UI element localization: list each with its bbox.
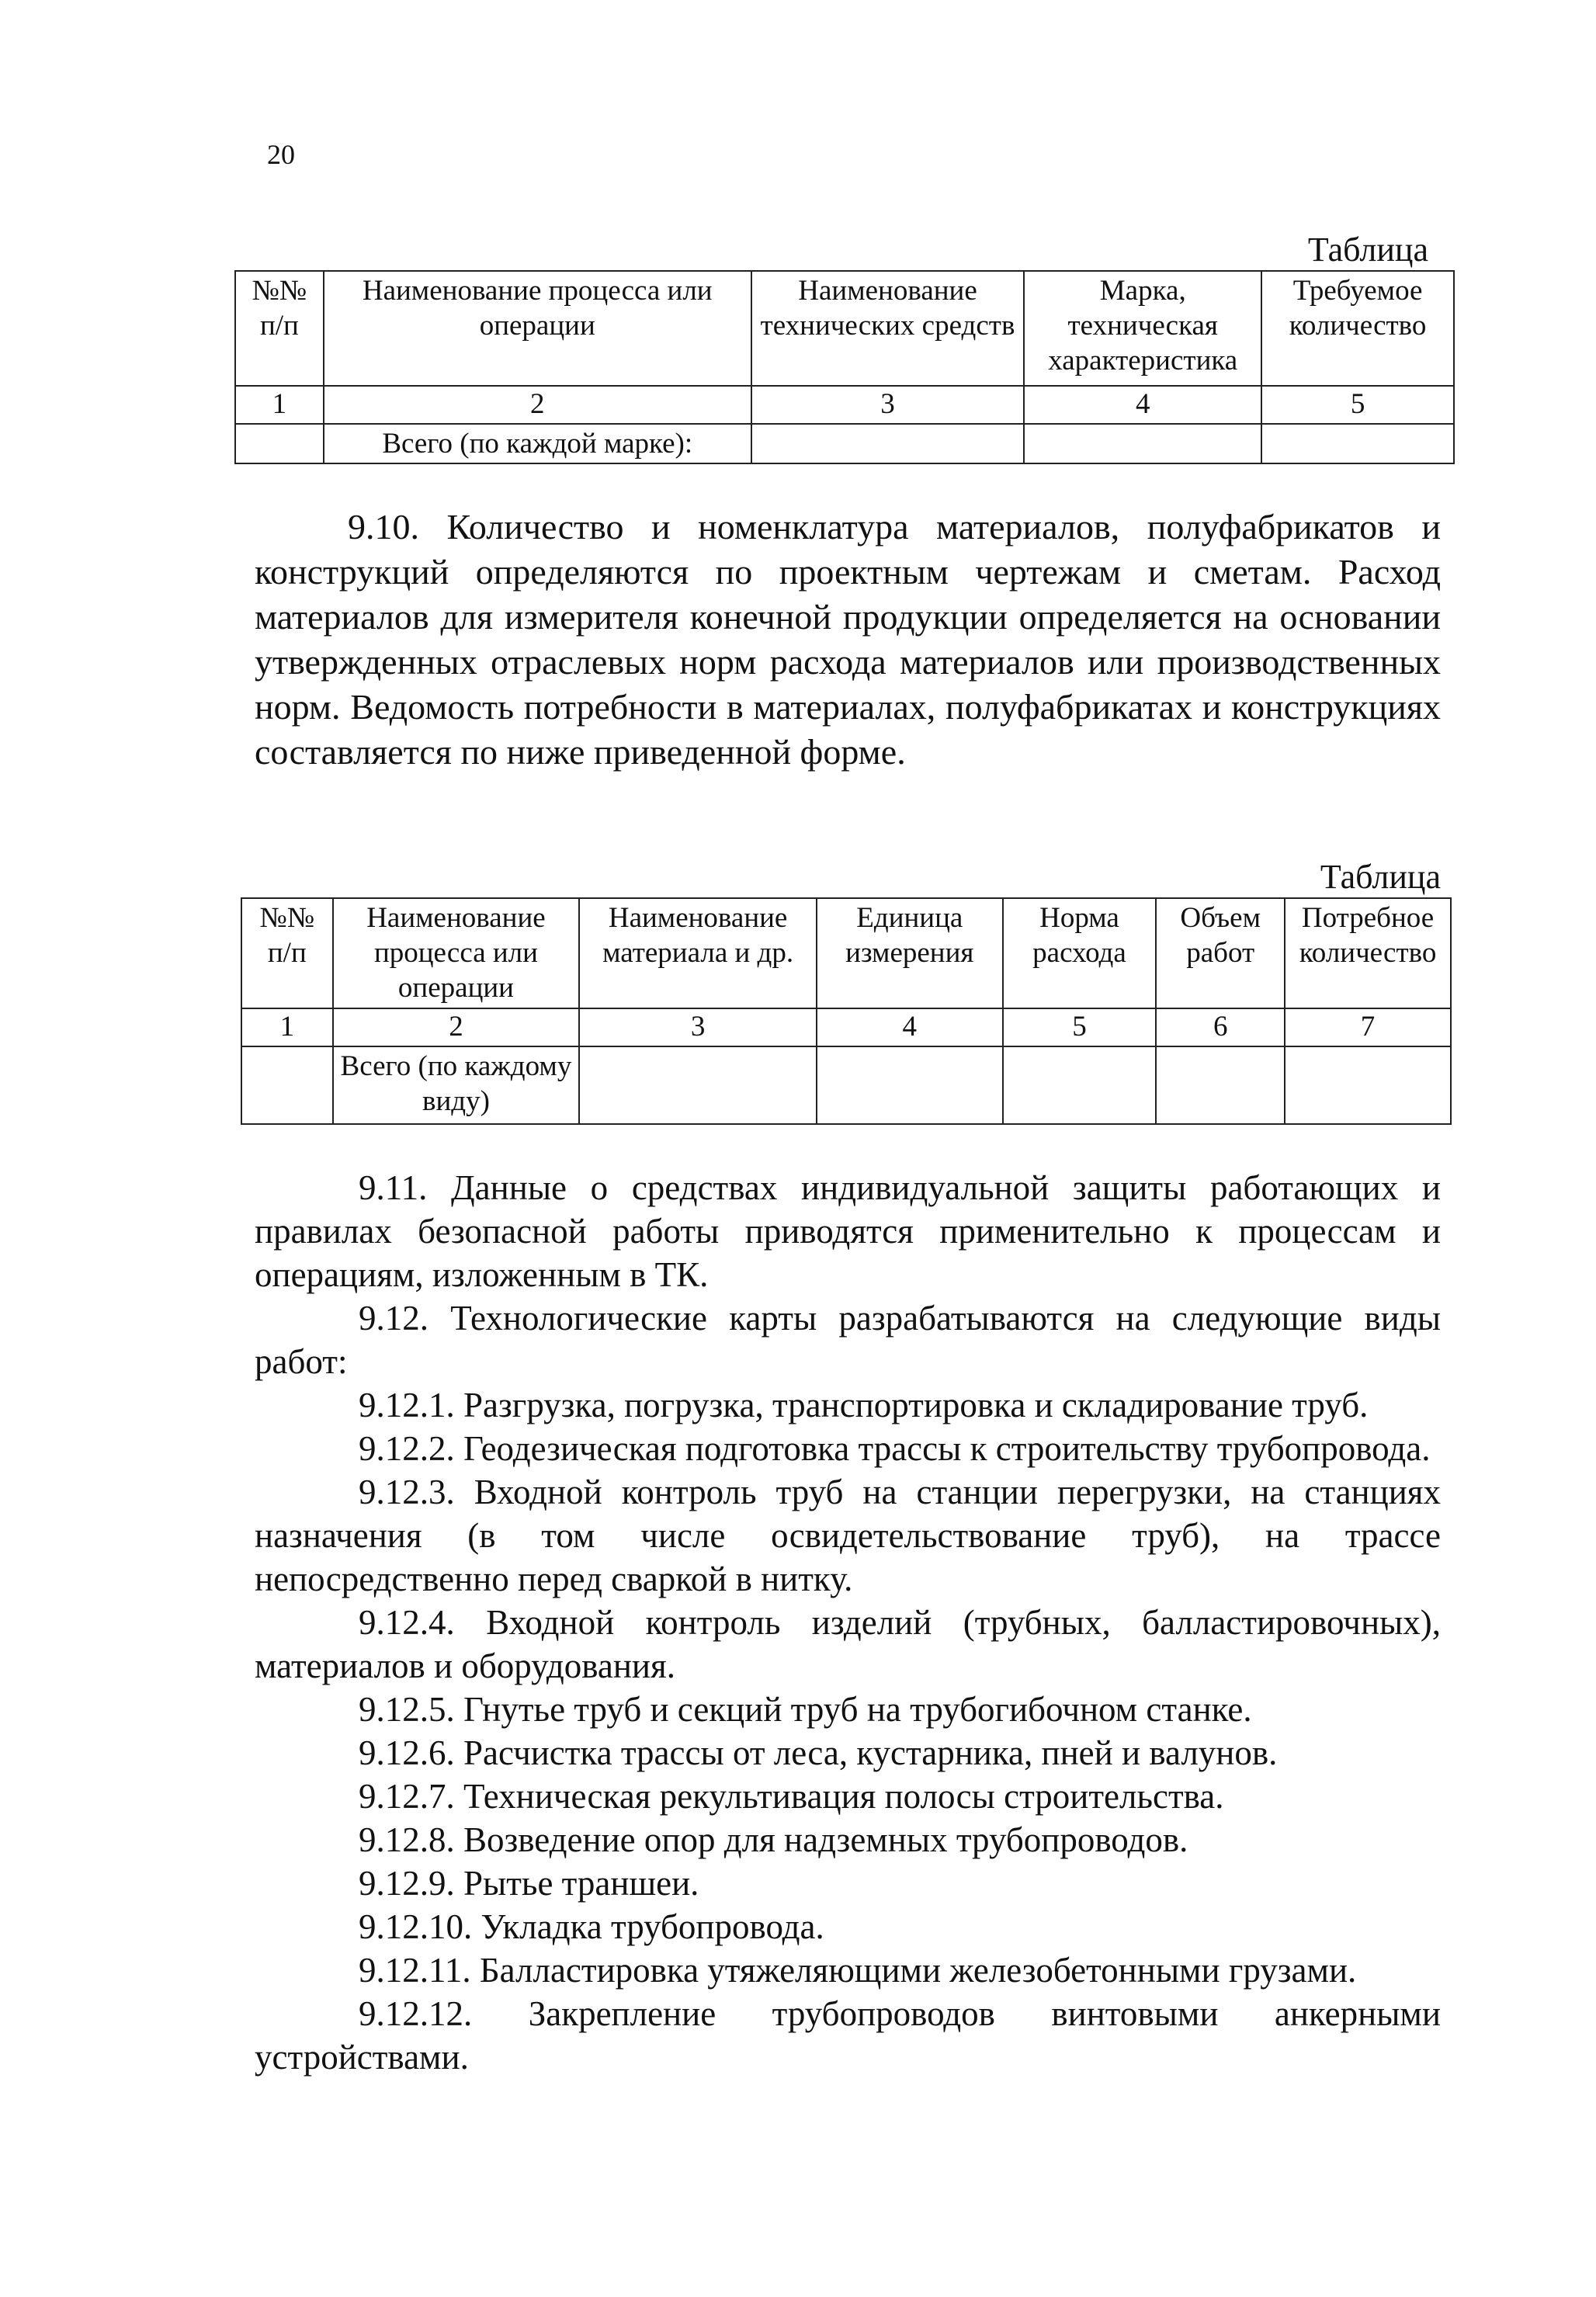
number-cell: 4	[817, 1008, 1003, 1046]
number-cell: 7	[1285, 1008, 1451, 1046]
number-cell: 2	[333, 1008, 580, 1046]
header-cell: Наименование технических средств	[751, 271, 1025, 386]
list-item: 9.12.1. Разгрузка, погрузка, транспортировка и складирование труб.	[359, 1386, 1369, 1424]
empty-cell	[1261, 424, 1454, 463]
list-item: 9.12.8. Возведение опор для надземных трубопроводов.	[359, 1820, 1188, 1859]
header-cell: Единица измерения	[817, 898, 1003, 1008]
header-cell: Потребное количество	[1285, 898, 1451, 1008]
number-cell: 3	[579, 1008, 817, 1046]
list-item: 9.12.7. Техническая рекультивация полосы строительства.	[359, 1777, 1224, 1816]
header-cell: №№ п/п	[235, 271, 324, 386]
table-total-row	[241, 1046, 1451, 1124]
header-cell: Объем работ	[1156, 898, 1285, 1008]
empty-cell	[1285, 1046, 1451, 1124]
header-cell: Наименование процесса или операции	[333, 898, 580, 1008]
empty-cell	[751, 424, 1025, 463]
list-item: 9.12.3. Входной контроль труб на станции перегрузки, на станциях назначения (в том числе освидетельствование труб), на трассе непосредственно перед сваркой в нитку.	[255, 1473, 1441, 1598]
empty-cell	[817, 1046, 1003, 1124]
list-item: 9.12.11. Балластировка утяжеляющими железобетонными грузами.	[359, 1951, 1357, 1990]
list-item: 9.12.6. Расчистка трассы от леса, кустарника, пней и валунов.	[359, 1733, 1278, 1772]
header-cell: Наименование материала и др.	[579, 898, 817, 1008]
work-types-list	[255, 1166, 1441, 2079]
number-cell: 1	[235, 386, 324, 424]
header-cell: Наименование процесса или операции	[324, 271, 751, 386]
list-item: 9.12.12. Закрепление трубопроводов винтовыми анкерными устройствами.	[255, 1994, 1441, 2077]
table-header-row	[235, 271, 1454, 386]
header-cell: №№ п/п	[241, 898, 333, 1008]
equipment-table	[234, 270, 1455, 464]
header-cell: Норма расхода	[1003, 898, 1157, 1008]
empty-cell	[235, 424, 324, 463]
materials-table	[241, 897, 1452, 1125]
list-item: 9.12.2. Геодезическая подготовка трассы к строительству трубопровода.	[359, 1429, 1431, 1468]
table-header-row	[241, 898, 1451, 1008]
paragraph-9-10: 9.10. Количество и номенклатура материалов, полуфабрикатов и конструкций определяются по проектным чертежам и сметам. Расход материалов для измерителя конечной продукции определяется на основании утвержденных отраслевых норм расхода материалов или производственных норм. Ведомость потребности в материалах, полуфабрикатах и конструкциях составляется по ниже приведенной форме.	[255, 507, 1441, 772]
empty-cell	[579, 1046, 817, 1124]
empty-cell	[241, 1046, 333, 1124]
number-cell: 6	[1156, 1008, 1285, 1046]
list-item: 9.12.10. Укладка трубопровода.	[359, 1907, 824, 1946]
paragraph-9-11: 9.11. Данные о средствах индивидуальной защиты работающих и правилах безопасной работы приводятся применительно к процессам и операциям, изложенным в ТК.	[255, 1168, 1441, 1294]
paragraph-9-12: 9.12. Технологические карты разрабатываются на следующие виды работ:	[255, 1299, 1441, 1381]
list-item: 9.12.5. Гнутье труб и секций труб на трубогибочном станке.	[359, 1690, 1252, 1729]
table-total-row	[235, 424, 1454, 463]
number-cell: 5	[1261, 386, 1454, 424]
table-number-row	[241, 1008, 1451, 1046]
empty-cell	[1156, 1046, 1285, 1124]
table-number-row	[235, 386, 1454, 424]
empty-cell	[1003, 1046, 1157, 1124]
table2-caption: Таблица	[1320, 858, 1441, 896]
number-cell: 5	[1003, 1008, 1157, 1046]
page-number: 20	[267, 139, 295, 170]
list-item: 9.12.9. Рытье траншеи.	[359, 1864, 699, 1903]
number-cell: 4	[1024, 386, 1261, 424]
header-cell: Марка, техническая характеристика	[1024, 271, 1261, 386]
number-cell: 3	[751, 386, 1025, 424]
table1-caption: Таблица	[1307, 231, 1428, 269]
number-cell: 2	[324, 386, 751, 424]
total-label: Всего (по каждой марке):	[324, 424, 751, 463]
empty-cell	[1024, 424, 1261, 463]
list-item: 9.12.4. Входной контроль изделий (трубных, балластировочных), материалов и оборудования.	[255, 1603, 1441, 1685]
number-cell: 1	[241, 1008, 333, 1046]
header-cell: Требуемое количество	[1261, 271, 1454, 386]
total-label: Всего (по каждому виду)	[333, 1046, 580, 1124]
